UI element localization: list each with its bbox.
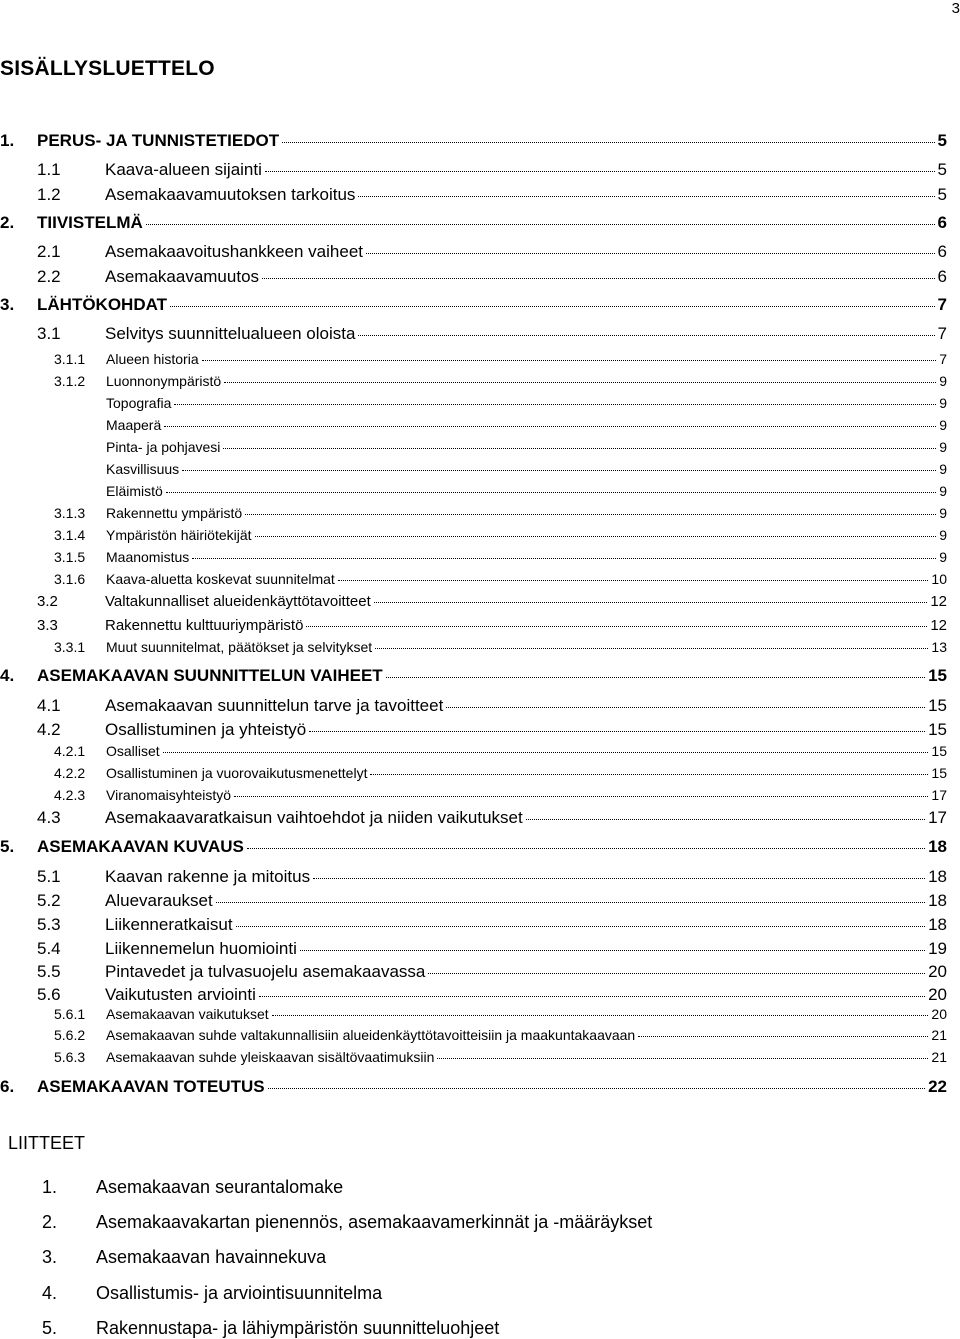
toc-entry-title: Kaavan rakenne ja mitoitus <box>105 867 311 886</box>
toc-entry-title: Luonnonympäristö <box>106 373 222 389</box>
toc-entry-page: 9 <box>939 439 947 455</box>
toc-entry-title: Kaava-aluetta koskevat suunnitelmat <box>106 571 335 587</box>
toc-entry[interactable] <box>37 720 947 740</box>
toc-entry[interactable] <box>54 549 947 565</box>
toc-entry[interactable] <box>37 985 947 1005</box>
toc-entry-page: 17 <box>928 808 947 827</box>
toc-entry-title: Osallistuminen ja vuorovaikutusmenettelyt <box>106 765 368 781</box>
toc-entry-page: 21 <box>931 1027 947 1043</box>
toc-entry-page: 18 <box>928 837 947 856</box>
toc-entry-page: 6 <box>937 213 947 232</box>
dot-leader <box>265 171 935 172</box>
toc-entry-title: Asemakaavan vaikutukset <box>106 1006 269 1022</box>
toc-entry-page: 5 <box>937 185 947 204</box>
toc-entry-page: 12 <box>930 617 947 634</box>
toc-entry[interactable] <box>37 160 947 180</box>
toc-entry-page: 22 <box>928 1077 947 1096</box>
toc-entry-number: 4.2.3 <box>54 787 86 803</box>
toc-entry-title: Rakennettu ympäristö <box>106 505 243 521</box>
toc-entry[interactable] <box>106 439 947 455</box>
toc-entry-number: 5.3 <box>37 915 61 934</box>
toc-entry-page: 19 <box>928 939 947 958</box>
toc-entry-number: 5.5 <box>37 962 61 981</box>
toc-entry-title: ASEMAKAAVAN TOTEUTUS <box>37 1077 265 1096</box>
toc-entry-number: 2. <box>0 213 15 232</box>
toc-entry-number: 3.1.3 <box>54 505 86 521</box>
appendix-title-text: Asemakaavakartan pienennös, asemakaavamerkinnät ja -määräykset <box>96 1212 653 1232</box>
dot-leader <box>428 973 925 974</box>
toc-entry-page: 15 <box>931 743 947 759</box>
toc-entry-number: 3.1.4 <box>54 527 86 543</box>
toc-entry-number: 4.3 <box>37 808 61 827</box>
dot-leader <box>166 492 936 493</box>
toc-entry-page: 7 <box>937 295 947 314</box>
toc-entry[interactable] <box>37 593 947 610</box>
dot-leader <box>224 382 936 383</box>
dot-leader <box>163 752 929 753</box>
appendix-number: 3. <box>42 1247 58 1267</box>
toc-entry-page: 18 <box>928 867 947 886</box>
dot-leader <box>526 819 925 820</box>
toc-entry-title: Muut suunnitelmat, päätökset ja selvitykset <box>106 639 373 655</box>
dot-leader <box>236 926 926 927</box>
toc-entry-number: 3.1.6 <box>54 571 86 587</box>
toc-entry-number: 6. <box>0 1077 15 1096</box>
toc-entry[interactable] <box>54 639 947 655</box>
toc-entry[interactable] <box>106 395 947 411</box>
toc-entry-number: 4. <box>0 666 15 685</box>
toc-entry-number: 3.3.1 <box>54 639 86 655</box>
toc-entry-title: Asemakaavan suhde valtakunnallisiin alueidenkäyttötavoitteisiin ja maakuntakaavaan <box>106 1027 636 1043</box>
toc-entry-number: 1.1 <box>37 160 61 179</box>
toc-entry[interactable] <box>54 787 947 803</box>
toc-entry[interactable] <box>106 483 947 499</box>
dot-leader <box>146 224 935 225</box>
toc-entry-number: 4.2.1 <box>54 743 86 759</box>
toc-entry-title: Topografia <box>106 395 172 411</box>
toc-entry[interactable] <box>37 915 947 935</box>
toc-entry-number: 3.1.2 <box>54 373 86 389</box>
toc-entry-title: Selvitys suunnittelualueen oloista <box>105 324 356 343</box>
appendix-number: 2. <box>42 1212 58 1232</box>
toc-entry-number: 2.2 <box>37 267 61 286</box>
toc-entry-number: 1. <box>0 131 15 150</box>
dot-leader <box>375 648 928 649</box>
dot-leader <box>358 335 934 336</box>
toc-entry-page: 10 <box>931 571 947 587</box>
toc-entry-page: 12 <box>930 593 947 610</box>
toc-entry-number: 3.1.5 <box>54 549 86 565</box>
toc-entry-page: 13 <box>931 639 947 655</box>
toc-entry-title: Asemakaavamuutos <box>105 267 260 286</box>
toc-title: SISÄLLYSLUETTELO <box>0 57 215 80</box>
toc-entry-page: 21 <box>931 1049 947 1065</box>
toc-entry-page: 9 <box>939 461 947 477</box>
toc-entry[interactable] <box>0 213 947 233</box>
toc-entry-page: 9 <box>939 395 947 411</box>
dot-leader <box>182 470 936 471</box>
toc-entry-title: Rakennettu kulttuuriympäristö <box>105 617 304 634</box>
dot-leader <box>313 878 925 879</box>
toc-entry-title: Alueen historia <box>106 351 199 367</box>
dot-leader <box>192 558 936 559</box>
dot-leader <box>300 950 925 951</box>
toc-entry-title: LÄHTÖKOHDAT <box>37 295 167 314</box>
toc-entry[interactable] <box>37 808 947 828</box>
toc-entry-page: 20 <box>928 985 947 1004</box>
dot-leader <box>437 1058 928 1059</box>
dot-leader <box>386 677 925 678</box>
toc-entry-page: 7 <box>937 324 947 343</box>
toc-entry-title: Viranomaisyhteistyö <box>106 787 232 803</box>
toc-entry[interactable] <box>37 617 947 634</box>
toc-entry[interactable] <box>54 571 947 587</box>
toc-entry-title: Liikenneratkaisut <box>105 915 233 934</box>
toc-entry-page: 15 <box>928 720 947 739</box>
toc-entry-page: 5 <box>937 131 947 150</box>
toc-entry-page: 6 <box>937 242 947 261</box>
dot-leader <box>216 902 925 903</box>
toc-entry[interactable] <box>54 1049 947 1065</box>
toc-entry[interactable] <box>37 939 947 959</box>
toc-entry-number: 5.6 <box>37 985 61 1004</box>
toc-entry-number: 1.2 <box>37 185 61 204</box>
appendix-title: LIITTEET <box>8 1133 86 1153</box>
toc-entry[interactable] <box>54 743 947 759</box>
toc-entry-title: Ympäristön häiriötekijät <box>106 527 252 543</box>
toc-entry-page: 18 <box>928 915 947 934</box>
toc-entry[interactable] <box>0 666 947 686</box>
toc-entry[interactable] <box>37 324 947 344</box>
toc-entry-title: Maaperä <box>106 417 162 433</box>
toc-entry-page: 9 <box>939 549 947 565</box>
toc-entry-title: Asemakaavamuutoksen tarkoitus <box>105 185 356 204</box>
toc-entry-number: 5.4 <box>37 939 61 958</box>
toc-entry-page: 5 <box>937 160 947 179</box>
toc-entry-title: Kasvillisuus <box>106 461 180 477</box>
toc-entry-number: 2.1 <box>37 242 61 261</box>
toc-entry-number: 4.2 <box>37 720 61 739</box>
toc-entry-page: 9 <box>939 483 947 499</box>
dot-leader <box>638 1036 928 1037</box>
toc-entry-title: PERUS- JA TUNNISTETIEDOT <box>37 131 280 150</box>
appendix-title-text: Asemakaavan seurantalomake <box>96 1177 344 1197</box>
toc-entry[interactable] <box>37 867 947 887</box>
toc-entry-page: 9 <box>939 417 947 433</box>
toc-entry-page: 20 <box>928 962 947 981</box>
toc-entry-number: 3.1.1 <box>54 351 86 367</box>
toc-entry[interactable] <box>0 837 947 857</box>
dot-leader <box>223 448 936 449</box>
toc-entry[interactable] <box>37 185 947 205</box>
toc-entry-title: Maanomistus <box>106 549 190 565</box>
toc-entry[interactable] <box>54 373 947 389</box>
toc-entry-number: 3.2 <box>37 593 58 610</box>
toc-entry[interactable] <box>54 505 947 521</box>
dot-leader <box>374 602 928 603</box>
dot-leader <box>259 996 925 997</box>
appendix-item <box>42 1212 652 1233</box>
toc-entry[interactable] <box>0 131 947 151</box>
toc-entry-title: Osallistuminen ja yhteistyö <box>105 720 307 739</box>
dot-leader <box>309 731 925 732</box>
dot-leader <box>262 278 935 279</box>
toc-entry-number: 3. <box>0 295 15 314</box>
toc-entry-number: 5.2 <box>37 891 61 910</box>
toc-entry-number: 3.3 <box>37 617 58 634</box>
dot-leader <box>370 774 928 775</box>
page-number: 3 <box>951 0 960 17</box>
toc-entry-title: Liikennemelun huomiointi <box>105 939 297 958</box>
toc-entry-title: ASEMAKAAVAN KUVAUS <box>37 837 244 856</box>
toc-entry[interactable] <box>106 417 947 433</box>
toc-entry[interactable] <box>54 527 947 543</box>
toc-entry[interactable] <box>54 1006 947 1022</box>
appendix-number: 4. <box>42 1283 58 1303</box>
toc-entry-number: 5. <box>0 837 15 856</box>
toc-entry[interactable] <box>0 295 947 315</box>
toc-entry-page: 9 <box>939 373 947 389</box>
toc-entry[interactable] <box>37 242 947 262</box>
toc-entry[interactable] <box>106 461 947 477</box>
toc-entry[interactable] <box>54 765 947 781</box>
appendix-number: 1. <box>42 1177 58 1197</box>
dot-leader <box>272 1015 929 1016</box>
dot-leader <box>358 196 934 197</box>
toc-entry-title: Aluevaraukset <box>105 891 213 910</box>
toc-entry-title: Asemakaavan suhde yleiskaavan sisältövaatimuksiin <box>106 1049 435 1065</box>
dot-leader <box>268 1088 925 1089</box>
toc-entry-title: Pintavedet ja tulvasuojelu asemakaavassa <box>105 962 426 981</box>
toc-entry-title: Valtakunnalliset alueidenkäyttötavoitteet <box>105 593 371 610</box>
dot-leader <box>366 253 935 254</box>
dot-leader <box>255 536 937 537</box>
toc-entry-number: 5.6.3 <box>54 1049 86 1065</box>
toc-entry-title: Eläimistö <box>106 483 163 499</box>
toc-entry-number: 5.6.2 <box>54 1027 86 1043</box>
toc-entry[interactable] <box>37 267 947 287</box>
toc-entry-title: Pinta- ja pohjavesi <box>106 439 221 455</box>
toc-entry-number: 5.1 <box>37 867 61 886</box>
dot-leader <box>245 514 936 515</box>
toc-entry-page: 17 <box>931 787 947 803</box>
toc-entry[interactable] <box>37 891 947 911</box>
toc-entry-title: Vaikutusten arviointi <box>105 985 256 1004</box>
toc-entry[interactable] <box>37 696 947 716</box>
dot-leader <box>170 306 935 307</box>
dot-leader <box>202 360 937 361</box>
dot-leader <box>174 404 936 405</box>
toc-entry-page: 9 <box>939 505 947 521</box>
toc-entry-page: 9 <box>939 527 947 543</box>
dot-leader <box>234 796 928 797</box>
appendix-item <box>42 1283 382 1304</box>
toc-entry-page: 15 <box>928 696 947 715</box>
toc-entry-title: TIIVISTELMÄ <box>37 213 143 232</box>
dot-leader <box>282 142 934 143</box>
toc-entry-title: Asemakaavoitushankkeen vaiheet <box>105 242 363 261</box>
dot-leader <box>247 848 925 849</box>
dot-leader <box>446 707 925 708</box>
toc-entry-page: 18 <box>928 891 947 910</box>
appendix-item <box>42 1177 343 1198</box>
toc-entry-title: Kaava-alueen sijainti <box>105 160 262 179</box>
appendix-title-text: Osallistumis- ja arviointisuunnitelma <box>96 1283 383 1303</box>
toc-entry-number: 4.1 <box>37 696 61 715</box>
dot-leader <box>338 580 929 581</box>
appendix-title-text: Rakennustapa- ja lähiympäristön suunnitteluohjeet <box>96 1318 500 1338</box>
toc-entry-number: 4.2.2 <box>54 765 86 781</box>
toc-entry-number: 5.6.1 <box>54 1006 86 1022</box>
toc-entry-title: Asemakaavaratkaisun vaihtoehdot ja niiden vaikutukset <box>105 808 523 827</box>
toc-entry[interactable] <box>0 1077 947 1097</box>
dot-leader <box>164 426 936 427</box>
appendix-title-text: Asemakaavan havainnekuva <box>96 1247 327 1267</box>
toc-entry-page: 15 <box>928 666 947 685</box>
toc-entry-title: Asemakaavan suunnittelun tarve ja tavoitteet <box>105 696 444 715</box>
toc-entry-number: 3.1 <box>37 324 61 343</box>
toc-entry[interactable] <box>37 962 947 982</box>
toc-entry-page: 20 <box>931 1006 947 1022</box>
toc-entry-title: ASEMAKAAVAN SUUNNITTELUN VAIHEET <box>37 666 383 685</box>
appendix-number: 5. <box>42 1318 58 1338</box>
toc-entry-page: 15 <box>931 765 947 781</box>
appendix-item <box>42 1247 326 1268</box>
dot-leader <box>306 626 927 627</box>
toc-entry-page: 7 <box>939 351 947 367</box>
toc-entry[interactable] <box>54 351 947 367</box>
toc-entry-page: 6 <box>937 267 947 286</box>
toc-entry[interactable] <box>54 1027 947 1043</box>
toc-entry-title: Osalliset <box>106 743 160 759</box>
